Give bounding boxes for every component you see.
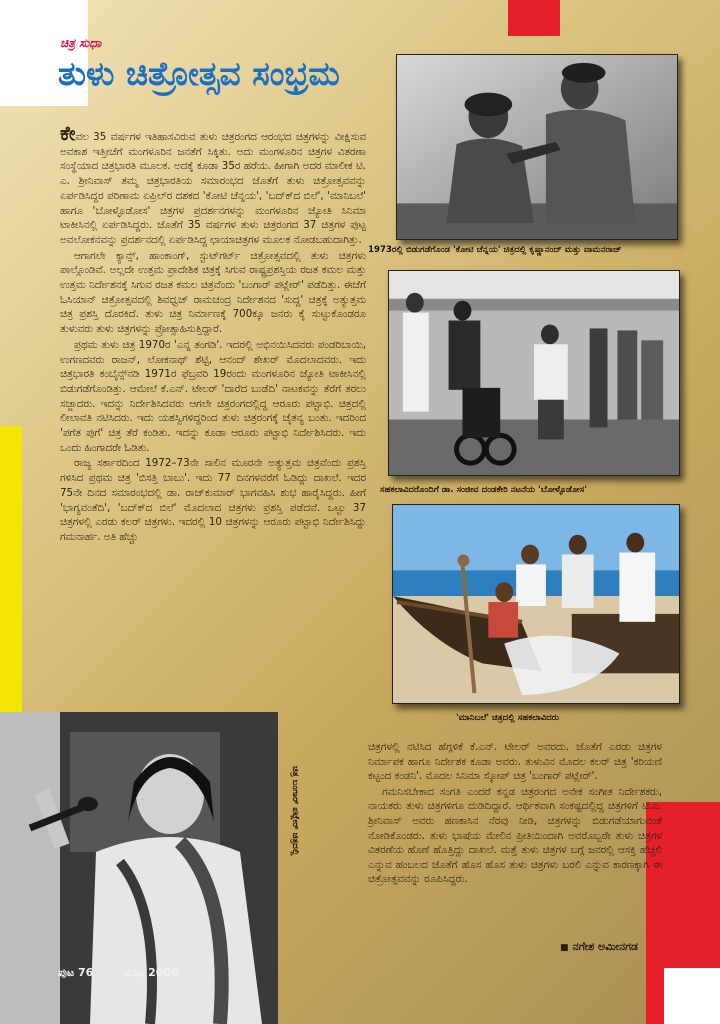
article-paragraph: ಪ್ರಥಮ ತುಳು ಚಿತ್ರ 1970ರ 'ಎನ್ನ ತಂಗಡಿ'. ಇದರಲ್ಲಿ ಅಭಿನಯಿಸಿದವರು ಪಂಡರಿಬಾಯಿ, ಉಗಣದವರು ರಾಜನ್, ಲೋಕನಾಥ್ ಶೆಟ್ಟಿ, ಆನಂದ್ ಶೇಖರ್ ಮೊದಲಾದವರು. ಇದು ಚಿತ್ರಭಾರತಿ ಕಂಬೈನ್ಸ್‌ನಡಿ 1971ರ ಫೆಬ್ರವರಿ 19ರಂದು ಮಂಗಳೂರಿನ ಜ್ಯೋತಿ ಟಾಕೀಸಿನಲ್ಲಿ ಬಿಡುಗಡೆಗೊಂಡಿತ್ತು. ಆಮೇಲೆ ಕೆ.ಎನ್. ಟೇಲರ್ 'ದಾರೆದ ಬುಡೆದಿ' ನಾಟಕವನ್ನು ತೆರೆಗೆ ತರಲು ಸಜ್ಜಾದರು. ಇದನ್ನು ನಿರ್ದೇಶಿಸಿದವರು ಆಗಲೇ ಚಿತ್ರರಂಗದಲ್ಲಿದ್ದ ಆರೂರು ಪಟ್ಟಾಭಿ. ಚಿತ್ರದಲ್ಲಿ ಲೀಲಾವತಿ ನಟಿಸಿದರು. ಇದು ಯಶಸ್ವಿಗಳಿದ್ದರಿಂದ ತುಳು ಚಿತ್ರರಂಗಕ್ಕೆ ಚೈತನ್ಯ ಬಂತು. ಇದರಿಂದ 'ಪಗೆತ ಪುಗೆ' ಚಿತ್ರ ತೆರೆ ಕಂಡಿತು. ಇದನ್ನು ಕೂಡಾ ಆರೂರು ಪಟ್ಟಾಭಿ ನಿರ್ದೇಶಿಸಿದರು. ಇದು ಒಂದು ಹಿಂಗಾದರೇ ಓಡಿತು. (60, 338, 366, 454)
photo-caption: ಸಹಕಲಾವಿದರೊಂದಿಗೆ ಡಾ. ಸಂಜೀವ ದಂಡಕೇರಿ ನಟನೆಯ 'ಬೋಳ್ಳೊಡೋಸ' (380, 485, 587, 495)
page-number: ಪುಟ 76 (58, 966, 94, 979)
photo-caption: 1973ರಲ್ಲಿ ಬಿಡುಗಡೆಗೊಂಡ 'ಕೋಟಿ ಚೆನ್ನಯ' ಚಿತ್ರದಲ್ಲಿ ಕೃಷ್ಣಾನಂದ್ ಮತ್ತು ವಾಮನರಾಜ್ (368, 245, 622, 255)
photo-caption: 'ಮಾನಿಬಲೆ' ಚಿತ್ರದಲ್ಲಿ ಸಹಕಲಾವಿದರು (456, 713, 560, 723)
page-footer (58, 966, 179, 980)
article-paragraph: ಚಿತ್ರಗಳಲ್ಲಿ ನಟಿಸಿದ ಹೆಗ್ಗಳಿಕೆ ಕೆ.ಎನ್. ಟೇಲರ್ ಅವರದು. ಜೊತೆಗೆ ಎರಡು ಚಿತ್ರಗಳ ನಿರ್ಮಾಪಕ ಹಾಗೂ ನಿರ್ದೇಶಕ ಕೂಡಾ ಅವರು. ತುಳುವಿನ ಮೊದಲ ಕಲರ್ ಚಿತ್ರ 'ಕರಿಯಣಿ ಕಟ್ಟಂದ ಕಂಡನಿ'. ಮೊದಲ ಸಿನಿಮಾ ಸ್ಕೋಪ್ ಚಿತ್ರ 'ಬಂಗಾರ್ ಪಟ್ಲೇರ್'. (368, 741, 662, 783)
article-body (60, 121, 366, 546)
article-paragraph: ಗಮನಿಸಬೇಕಾದ ಸಂಗತಿ ಎಂದರೆ ಕನ್ನಡ ಚಿತ್ರರಂಗದ ಅನೇಕ ಸಂಗೀತ ನಿರ್ದೇಶಕರು, ನಾಯಕರು ತುಳು ಚಿತ್ರಗಳಿಗೂ ದುಡಿದಿದ್ದಾರೆ. ಆರ್ಥಿಕವಾಗಿ ಸಂಕಷ್ಟದಲ್ಲಿದ್ದ ಚಿತ್ರಗಳಿಗೆ ಟಿ.ಎ. ಶ್ರೀನಿವಾಸ್ ಅವರು ಹಣಕಾಸಿನ ನೆರವು ನೀಡಿ, ಚಿತ್ರಗಳನ್ನು ಬಿಡುಗಡೆಯಾಗುವಂತೆ ನೋಡಿಕೊಂಡರು. ತುಳು ಭಾಷೆಯ ಮೇಲಿನ ಪ್ರೀತಿಯಿಂದಾಗಿ ಅವರೊಬ್ಬರೇ ತುಳು ಚಿತ್ರಗಳ ವಿತರಣೆಯ ಹೊಣೆ ಹೊತ್ತಿದ್ದು ದಾಖಲೆ. ಮತ್ತೆ ತುಳು ಚಿತ್ರಗಳ ಬಗ್ಗೆ ಜನರಲ್ಲಿ ಆಸಕ್ತಿ ಹೆಚ್ಚಲಿ ಎನ್ನುವ ಹಂಬಲದ ಜೊತೆಗೆ ಹೊಸ ಹೊಸ ತುಳು ಚಿತ್ರಗಳು ಬರಲಿ ಎನ್ನುವ ಕಾರಣಕ್ಕಾಗಿ ಈ ಚಿತ್ರೋತ್ಸವವನ್ನು ರೂಪಿಸಿದ್ದರು. (368, 785, 662, 886)
dropcap: ಕೇ (60, 121, 76, 145)
article-paragraph: ಕೇವಲ 35 ವರ್ಷಗಳ ಇತಿಹಾಸವಿರುವ ತುಳು ಚಿತ್ರರಂಗದ ಆರಂಭದ ಚಿತ್ರಗಳನ್ನು ವೀಕ್ಷಿಸುವ ಅವಕಾಶ ಇತ್ತೀಚೆಗೆ ಮಂಗಳೂರಿನ ಜನತೆಗೆ ಸಿಕ್ಕಿತು. ಅದು ಮಂಗಳೂರಿನ ಚಿತ್ರಗಳ ವಿತರಣಾ ಸಂಸ್ಥೆಯಾದ ಚಿತ್ರಭಾರತಿ ಮೂಲಕ. ಅದಕ್ಕೆ ಕೂಡಾ 35ರ ಹರೆಯ. ಹೀಗಾಗಿ ಅದರ ಮಾಲೀಕ ಟಿ. ಎ. ಶ್ರೀನಿವಾಸ್ ತಮ್ಮ ಚಿತ್ರಭಾರತಿಯ ಸಮಾರಂಭದ ಜೊತೆಗೆ ತುಳು ಚಿತ್ರೋತ್ಸವವನ್ನು ಏರ್ಪಡಿಸಿದ್ದರ ಪರಿಣಾಮ ಏಪ್ರಿಲ್‌ರ ದಶಕದ 'ಕೋಟಿ ಚೆನ್ನಯ', 'ಬದ್‌ಕ್‌ದ ಬಿಲೆ', 'ಮಾನಿಬಲೆ' ಹಾಗೂ 'ಬೋಳ್ಳೊಡೋಸ' ಚಿತ್ರಗಳ ಪ್ರದರ್ಶನಗಳನ್ನು ಮಂಗಳೂರಿನ ಜ್ಯೋತಿ ಸಿನಿಮಾ ಟಾಕೀಸಿನಲ್ಲಿ ಏರ್ಪಡಿಸಿದ್ದರು. ಜೊತೆಗೆ 35 ವರ್ಷಗಳ ತುಳು ಚಿತ್ರರಂಗದ 37 ಚಿತ್ರಗಳ ಪುಟ್ಟ ಅವಲೋಕನವನ್ನು ಪ್ರದರ್ಶನದಲ್ಲಿ ಏರ್ಪಡಿಸಿದ್ದ ಛಾಯಾಚಿತ್ರಗಳ ಮೂಲಕ ನೋಡಬಹುದಾಗಿತ್ತು. (60, 121, 366, 246)
author-byline: ■ ನಗೇಶ ಅಮೀನಗಡ (560, 940, 639, 953)
page-title: ತುಳು ಚಿತ್ರೋತ್ಸವ ಸಂಭ್ರಮ (58, 54, 340, 93)
yellow-accent-bar (0, 426, 22, 714)
photo-caption-vertical: ಚಿತ್ರ ಬಂಗಾರ್ ಪಟ್ಲೇರ್ ಚಿತ್ರದಲ್ಲಿ (290, 766, 300, 856)
film-still-koti-chennaya (396, 54, 678, 240)
issue-date: ಸುಧಾ 2006 (123, 966, 179, 979)
square-bullet-icon: ■ (560, 943, 569, 953)
red-accent-block-top (508, 0, 560, 36)
article-paragraph: ಆಗಾಗಲೇ ಕ್ಯಾನ್ಸ್, ಹಾಂಕಾಂಗ್, ಸ್ಟುಟ್‌ಗರ್ಟ್ ಚಿತ್ರೋತ್ಸವದಲ್ಲಿ ತುಳು ಚಿತ್ರಗಳು ಪಾಲ್ಗೊಂಡಿವೆ. ಅಲ್ಲದೇ ಉತ್ತಮ ಪ್ರಾದೇಶಿಕ ಚಿತ್ರಕ್ಕೆ ಸಿಗುವ ರಾಷ್ಟ್ರಪ್ರಶಸ್ತಿಯ ರಜತ ಕಮಲ ಮತ್ತು ಉತ್ತಮ ನಿರ್ದೇಶನಕ್ಕೆ ಸಿಗುವ ರಜತ ಕಮಲ ಚಿತ್ರವೆಂದು 'ಬಂಗಾರ್ ಪಟ್ಲೇರ್' ಪಡೆದಿತ್ತು. ಈಚೆಗೆ ಓಸಿಯಾನ್ ಚಿತ್ರೋತ್ಸವದಲ್ಲಿ ಶಿವಧ್ವಜ್ ರಾಮಚಂದ್ರ ನಿರ್ದೇಶನದ 'ಸುದ್ದ' ಚಿತ್ರಕ್ಕೆ ಅತ್ಯುತ್ತಮ ಚಿತ್ರ ಪ್ರಶಸ್ತಿ ದೊರಕಿದೆ. ತುಳು ಚಿತ್ರ ನಿರ್ಮಾಣಕ್ಕೆ 700ಕ್ಕೂ ಜನರು ಕೈ ಸುಟ್ಟುಕೊಂಡರೂ ತುಳುವರು ತುಳು ಚಿತ್ರಗಳನ್ನು ಪ್ರೋತ್ಸಾಹಿಸುತ್ತಿದ್ದಾರೆ. (60, 249, 366, 336)
film-still-bolledosa (388, 270, 680, 476)
article-paragraph: ರಾಜ್ಯ ಸರ್ಕಾರದಿಂದ 1972–73ನೇ ಸಾಲಿನ ಮೂರನೇ ಅತ್ಯುತ್ತಮ ಚಿತ್ರವೆಂದು ಪ್ರಶಸ್ತಿ ಗಳಿಸಿದ ಪ್ರಥಮ ಚಿತ್ರ 'ಬಿಸತ್ತಿ ಬಾಬು'. ಇದು 77 ದಿನಗಳವರೆಗೆ ಓಡಿದ್ದು ದಾಖಲೆ. ಇದರ 75ನೇ ದಿನದ ಸಮಾರಂಭದಲ್ಲಿ ಡಾ. ರಾಜ್‌ಕುಮಾರ್ ಭಾಗವಹಿಸಿ ಶುಭ ಹಾರೈಸಿದ್ದರು. ಹೀಗೆ 'ಭಾಗ್ಯವಂತೆದಿ', 'ಬದ್‌ಕ್‌ದ ಬಿಲೆ' ಮೊದಲಾದ ಚಿತ್ರಗಳು ಪ್ರಶಸ್ತಿ ಪಡೆದವೆ. ಒಟ್ಟು 37 ಚಿತ್ರಗಳಲ್ಲಿ ಎರಡು ಕಲರ್ ಚಿತ್ರಗಳು. ಇದರಲ್ಲಿ 10 ಚಿತ್ರಗಳನ್ನು ಆರೂರು ಪಟ್ಟಾಭಿ ನಿರ್ದೇಶಿಸಿದ್ದು ಗಮನಾರ್ಹ. ಅತಿ ಹೆಚ್ಚು (60, 457, 366, 543)
section-tag: ಚಿತ್ರ ಸುಧಾ (60, 36, 102, 50)
white-corner-block-bottom (664, 968, 720, 1024)
film-still-manibale (392, 504, 680, 704)
article-body-continued (368, 740, 662, 888)
